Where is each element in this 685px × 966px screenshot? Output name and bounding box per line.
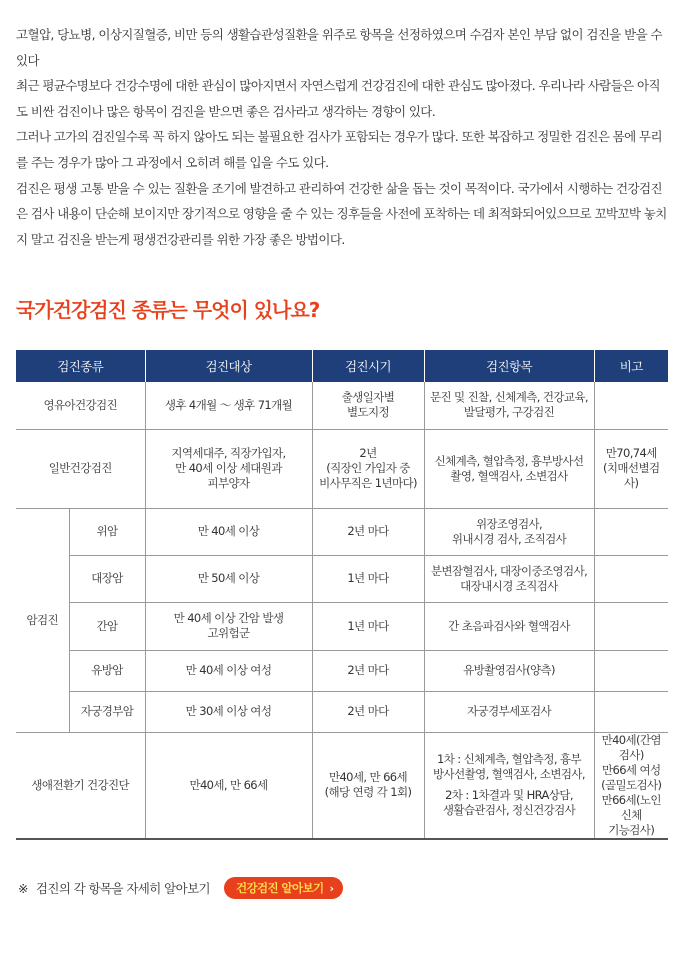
table-row bbox=[16, 691, 668, 732]
table-row bbox=[16, 602, 668, 650]
cell-target: 만 50세 이상 bbox=[145, 555, 312, 602]
cell-note bbox=[594, 555, 668, 602]
checkup-info-label: 건강검진 알아보기 bbox=[236, 881, 324, 895]
cell-note bbox=[594, 382, 668, 429]
cell-items: 유방촬영검사(양측) bbox=[424, 650, 594, 691]
header-target: 검진대상 bbox=[145, 350, 312, 382]
cell-items: 위장조영검사, 위내시경 검사, 조직검사 bbox=[424, 508, 594, 555]
cell-type: 일반건강검진 bbox=[16, 429, 145, 508]
cell-target: 만 40세 이상 여성 bbox=[145, 650, 312, 691]
cell-items: 간 초음파검사와 혈액검사 bbox=[424, 602, 594, 650]
table-header bbox=[16, 350, 668, 382]
cell-target: 만 40세 이상 bbox=[145, 508, 312, 555]
cell-items: 자궁경부세포검사 bbox=[424, 691, 594, 732]
header-timing: 검진시기 bbox=[312, 350, 424, 382]
cell-target: 만 40세 이상 간암 발생 고위험군 bbox=[145, 602, 312, 650]
cell-note: 만40세(간염검사) 만66세 여성 (골밀도검사) 만66세(노인신체 기능검사) bbox=[594, 732, 668, 839]
cell-cancer-name: 대장암 bbox=[69, 555, 145, 602]
cell-note: 만70,74세 (치매선별검사) bbox=[594, 429, 668, 508]
table-row bbox=[16, 555, 668, 602]
cell-timing: 1년 마다 bbox=[312, 602, 424, 650]
cell-note bbox=[594, 650, 668, 691]
cell-items: 신체계측, 혈압측정, 흉부방사선 촬영, 혈액검사, 소변검사 bbox=[424, 429, 594, 508]
cell-target: 생후 4개월 ～ 생후 71개월 bbox=[145, 382, 312, 429]
cell-timing: 2년 마다 bbox=[312, 650, 424, 691]
note-mark: ※ bbox=[18, 880, 28, 896]
footer-text: 검진의 각 항목을 자세히 알아보기 bbox=[35, 881, 211, 896]
intro-paragraph: 최근 평균수명보다 건강수명에 대한 관심이 많아지면서 자연스럽게 건강검진에 대한 관심도 많아졌다. 우리나라 사람들은 아직도 비싼 검진이나 많은 항목이 검진을 받으면 좋은 검사라고 생각하는 경향이 있다. bbox=[16, 78, 660, 119]
cell-items bbox=[424, 732, 594, 839]
table-row bbox=[16, 382, 668, 429]
cell-cancer-name: 간암 bbox=[69, 602, 145, 650]
cell-type: 생애전환기 건강진단 bbox=[16, 732, 145, 839]
intro-text bbox=[16, 22, 668, 252]
table-row bbox=[16, 732, 668, 839]
cell-target: 만40세, 만 66세 bbox=[145, 732, 312, 839]
intro-paragraph: 그러나 고가의 검진일수록 꼭 하지 않아도 되는 불필요한 검사가 포함되는 경우가 많다. 또한 복잡하고 정밀한 검진은 몸에 무리를 주는 경우가 많아 그 과정에서 오히려 해를 입을 수도 있다. bbox=[16, 129, 662, 170]
section-title: 국가건강검진 종류는 무엇이 있나요? bbox=[16, 298, 320, 322]
cell-note bbox=[594, 508, 668, 555]
cell-target: 지역세대주, 직장가입자, 만 40세 이상 세대원과 피부양자 bbox=[145, 429, 312, 508]
cell-items: 문진 및 진찰, 신체계측, 건강교육, 발달평가, 구강검진 bbox=[424, 382, 594, 429]
footer bbox=[18, 877, 343, 899]
checkup-info-button[interactable] bbox=[224, 877, 343, 899]
checkup-table bbox=[16, 350, 668, 840]
cell-note bbox=[594, 602, 668, 650]
cell-timing: 2년 마다 bbox=[312, 508, 424, 555]
cell-cancer-name: 유방암 bbox=[69, 650, 145, 691]
cell-target: 만 30세 이상 여성 bbox=[145, 691, 312, 732]
cell-type: 영유아건강검진 bbox=[16, 382, 145, 429]
items-first: 1차 : 신체계측, 혈압측정, 흉부 방사선촬영, 혈액검사, 소변검사, bbox=[433, 752, 585, 781]
intro-paragraph: 검진은 평생 고통 받을 수 있는 질환을 조기에 발견하고 관리하여 건강한 삶을 돕는 것이 목적이다. 국가에서 시행하는 건강검진은 검사 내용이 단순해 보이지만 장기적으로 영향을 줄 수 있는 징후들을 사전에 포착하는 데 최적화되어있으므로 꼬박꼬박 놓치지 말고 검진을 받는게 평생건강관리를 위한 가장 좋은 방법이다. bbox=[16, 180, 667, 247]
cell-cancer-name: 위암 bbox=[69, 508, 145, 555]
cell-items: 분변잠혈검사, 대장이중조영검사, 대장내시경 조직검사 bbox=[424, 555, 594, 602]
header-items: 검진항목 bbox=[424, 350, 594, 382]
cell-timing: 2년 마다 bbox=[312, 691, 424, 732]
cell-note bbox=[594, 691, 668, 732]
items-second: 2차 : 1차결과 및 HRA상담, 생활습관검사, 정신건강검사 bbox=[442, 788, 576, 817]
cell-cancer-group: 암검진 bbox=[16, 508, 69, 732]
header-type: 검진종류 bbox=[16, 350, 145, 382]
cell-cancer-name: 자궁경부암 bbox=[69, 691, 145, 732]
table-row bbox=[16, 429, 668, 508]
chevron-right-icon: › bbox=[329, 881, 334, 895]
table-row bbox=[16, 508, 668, 555]
header-note: 비고 bbox=[594, 350, 668, 382]
intro-paragraph: 고혈압, 당뇨병, 이상지질혈증, 비만 등의 생활습관성질환을 위주로 항목을 선정하였으며 수검자 본인 부담 없이 검진을 받을 수 있다 bbox=[16, 27, 662, 68]
cell-timing: 1년 마다 bbox=[312, 555, 424, 602]
cell-timing: 출생일자별 별도지정 bbox=[312, 382, 424, 429]
table-row bbox=[16, 650, 668, 691]
cell-timing: 2년 (직장인 가입자 중 비사무직은 1년마다) bbox=[312, 429, 424, 508]
cell-timing: 만40세, 만 66세 (해당 연령 각 1회) bbox=[312, 732, 424, 839]
